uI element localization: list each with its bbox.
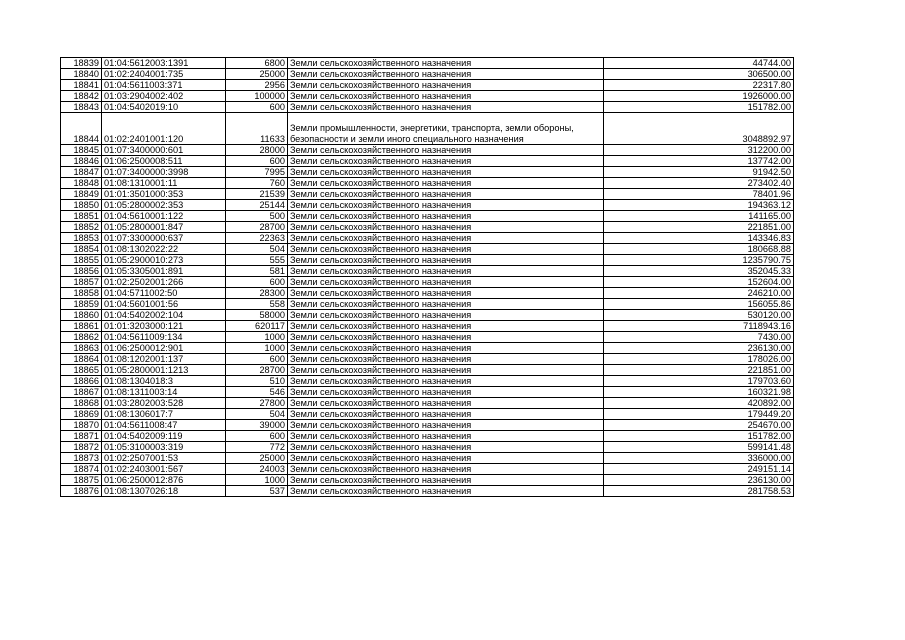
- land-category-cell: Земли сельскохозяйственного назначения: [288, 288, 604, 299]
- land-category-cell: Земли сельскохозяйственного назначения: [288, 58, 604, 69]
- area-cell: 7995: [226, 167, 288, 178]
- table-row: [61, 431, 794, 442]
- table-row: [61, 387, 794, 398]
- cadastral-value-cell: 7430.00: [604, 332, 794, 343]
- land-category-cell: Земли сельскохозяйственного назначения: [288, 332, 604, 343]
- table-row: [61, 354, 794, 365]
- cadastral-value-cell: 530120.00: [604, 310, 794, 321]
- cadastral-number-cell: 01:03:2904002:402: [102, 91, 226, 102]
- cadastral-value-cell: 221851.00: [604, 365, 794, 376]
- cadastral-number-cell: 01:04:5402002:104: [102, 310, 226, 321]
- area-cell: 600: [226, 431, 288, 442]
- row-number-cell: 18858: [61, 288, 102, 299]
- row-number-cell: 18853: [61, 233, 102, 244]
- table-row: [61, 156, 794, 167]
- land-category-cell: Земли сельскохозяйственного назначения: [288, 222, 604, 233]
- area-cell: 25000: [226, 453, 288, 464]
- cadastral-number-cell: 01:08:1304018:3: [102, 376, 226, 387]
- cadastral-number-cell: 01:06:2500008:511: [102, 156, 226, 167]
- land-category-cell: Земли сельскохозяйственного назначения: [288, 80, 604, 91]
- row-number-cell: 18850: [61, 200, 102, 211]
- row-number-cell: 18851: [61, 211, 102, 222]
- cadastral-value-cell: 7118943.16: [604, 321, 794, 332]
- area-cell: 6800: [226, 58, 288, 69]
- cadastral-value-cell: 160321.98: [604, 387, 794, 398]
- area-cell: 39000: [226, 420, 288, 431]
- cadastral-value-cell: 599141.48: [604, 442, 794, 453]
- row-number-cell: 18874: [61, 464, 102, 475]
- row-number-cell: 18868: [61, 398, 102, 409]
- table-row: [61, 145, 794, 156]
- row-number-cell: 18852: [61, 222, 102, 233]
- cadastral-number-cell: 01:08:1310001:11: [102, 178, 226, 189]
- land-category-cell: Земли сельскохозяйственного назначения: [288, 343, 604, 354]
- area-cell: 581: [226, 266, 288, 277]
- land-category-cell: Земли сельскохозяйственного назначения: [288, 277, 604, 288]
- row-number-cell: 18863: [61, 343, 102, 354]
- row-number-cell: 18867: [61, 387, 102, 398]
- row-number-cell: 18856: [61, 266, 102, 277]
- table-row: [61, 211, 794, 222]
- row-number-cell: 18872: [61, 442, 102, 453]
- area-cell: 11633: [226, 113, 288, 145]
- row-number-cell: 18859: [61, 299, 102, 310]
- row-number-cell: 18862: [61, 332, 102, 343]
- cadastral-value-cell: 352045.33: [604, 266, 794, 277]
- cadastral-number-cell: 01:07:3300000:637: [102, 233, 226, 244]
- area-cell: 600: [226, 156, 288, 167]
- land-category-cell: Земли сельскохозяйственного назначения: [288, 376, 604, 387]
- land-category-cell: Земли сельскохозяйственного назначения: [288, 321, 604, 332]
- cadastral-number-cell: 01:04:5611003:371: [102, 80, 226, 91]
- cadastral-value-cell: 221851.00: [604, 222, 794, 233]
- cadastral-value-cell: 151782.00: [604, 431, 794, 442]
- cadastral-number-cell: 01:01:3501000:353: [102, 189, 226, 200]
- area-cell: 1000: [226, 475, 288, 486]
- table-row: [61, 453, 794, 464]
- table-row: [61, 255, 794, 266]
- cadastral-number-cell: 01:02:2502001:266: [102, 277, 226, 288]
- table-row: [61, 398, 794, 409]
- area-cell: 28700: [226, 365, 288, 376]
- area-cell: 500: [226, 211, 288, 222]
- area-cell: 504: [226, 244, 288, 255]
- land-category-cell: Земли сельскохозяйственного назначения: [288, 486, 604, 497]
- area-cell: 58000: [226, 310, 288, 321]
- table-row: [61, 442, 794, 453]
- land-category-cell: Земли сельскохозяйственного назначения: [288, 167, 604, 178]
- cadastral-number-cell: 01:04:5611008:47: [102, 420, 226, 431]
- cadastral-value-cell: 152604.00: [604, 277, 794, 288]
- area-cell: 620117: [226, 321, 288, 332]
- row-number-cell: 18866: [61, 376, 102, 387]
- land-category-cell: Земли сельскохозяйственного назначения: [288, 354, 604, 365]
- area-cell: 100000: [226, 91, 288, 102]
- area-cell: 600: [226, 277, 288, 288]
- land-category-cell: Земли сельскохозяйственного назначения: [288, 178, 604, 189]
- area-cell: 25000: [226, 69, 288, 80]
- cadastral-number-cell: 01:04:5402009:119: [102, 431, 226, 442]
- cadastral-value-cell: 22317.80: [604, 80, 794, 91]
- cadastral-number-cell: 01:05:2900010:273: [102, 255, 226, 266]
- table-row: [61, 475, 794, 486]
- area-cell: 537: [226, 486, 288, 497]
- area-cell: 2956: [226, 80, 288, 91]
- land-category-cell: Земли сельскохозяйственного назначения: [288, 420, 604, 431]
- cadastral-value-cell: 336000.00: [604, 453, 794, 464]
- cadastral-value-cell: 179449.20: [604, 409, 794, 420]
- land-category-cell: Земли сельскохозяйственного назначения: [288, 189, 604, 200]
- row-number-cell: 18847: [61, 167, 102, 178]
- row-number-cell: 18857: [61, 277, 102, 288]
- cadastral-number-cell: 01:04:5601001:56: [102, 299, 226, 310]
- row-number-cell: 18854: [61, 244, 102, 255]
- land-category-cell: Земли сельскохозяйственного назначения: [288, 145, 604, 156]
- table-body: [61, 58, 794, 497]
- cadastral-number-cell: 01:06:2500012:876: [102, 475, 226, 486]
- land-category-cell: Земли сельскохозяйственного назначения: [288, 453, 604, 464]
- cadastral-number-cell: 01:03:2802003:528: [102, 398, 226, 409]
- cadastral-value-cell: 44744.00: [604, 58, 794, 69]
- table-row: [61, 409, 794, 420]
- cadastral-number-cell: 01:04:5610001:122: [102, 211, 226, 222]
- land-category-cell: Земли сельскохозяйственного назначения: [288, 156, 604, 167]
- cadastral-number-cell: 01:05:2800001:847: [102, 222, 226, 233]
- land-category-cell: Земли сельскохозяйственного назначения: [288, 475, 604, 486]
- row-number-cell: 18848: [61, 178, 102, 189]
- area-cell: 546: [226, 387, 288, 398]
- table-row: [61, 69, 794, 80]
- area-cell: 760: [226, 178, 288, 189]
- row-number-cell: 18860: [61, 310, 102, 321]
- land-category-cell: Земли сельскохозяйственного назначения: [288, 398, 604, 409]
- land-category-cell: Земли сельскохозяйственного назначения: [288, 431, 604, 442]
- table-row: [61, 178, 794, 189]
- row-number-cell: 18849: [61, 189, 102, 200]
- row-number-cell: 18844: [61, 113, 102, 145]
- cadastral-number-cell: 01:05:3305001:891: [102, 266, 226, 277]
- table-row: [61, 420, 794, 431]
- row-number-cell: 18875: [61, 475, 102, 486]
- cadastral-value-cell: 137742.00: [604, 156, 794, 167]
- table-row: [61, 244, 794, 255]
- row-number-cell: 18864: [61, 354, 102, 365]
- table-row: [61, 233, 794, 244]
- row-number-cell: 18845: [61, 145, 102, 156]
- land-category-cell: Земли сельскохозяйственного назначения: [288, 464, 604, 475]
- area-cell: 510: [226, 376, 288, 387]
- cadastral-value-cell: 254670.00: [604, 420, 794, 431]
- table-row: [61, 321, 794, 332]
- table-row: [61, 299, 794, 310]
- cadastral-number-cell: 01:01:3203000:121: [102, 321, 226, 332]
- table-row: [61, 365, 794, 376]
- land-category-cell: Земли сельскохозяйственного назначения: [288, 266, 604, 277]
- land-category-cell: Земли сельскохозяйственного назначения: [288, 244, 604, 255]
- cadastral-value-cell: 78401.96: [604, 189, 794, 200]
- cadastral-value-cell: 236130.00: [604, 475, 794, 486]
- land-category-cell: Земли сельскохозяйственного назначения: [288, 409, 604, 420]
- land-category-cell: Земли сельскохозяйственного назначения: [288, 365, 604, 376]
- table-row: [61, 288, 794, 299]
- area-cell: 22363: [226, 233, 288, 244]
- cadastral-number-cell: 01:05:2800002:353: [102, 200, 226, 211]
- land-category-cell: Земли сельскохозяйственного назначения: [288, 255, 604, 266]
- table-row: [61, 113, 794, 145]
- cadastral-number-cell: 01:02:2401001:120: [102, 113, 226, 145]
- cadastral-value-cell: 194363.12: [604, 200, 794, 211]
- area-cell: 772: [226, 442, 288, 453]
- row-number-cell: 18865: [61, 365, 102, 376]
- cadastral-value-cell: 249151.14: [604, 464, 794, 475]
- row-number-cell: 18869: [61, 409, 102, 420]
- cadastral-value-cell: 156055.86: [604, 299, 794, 310]
- table-row: [61, 486, 794, 497]
- area-cell: 28700: [226, 222, 288, 233]
- land-category-cell: Земли сельскохозяйственного назначения: [288, 211, 604, 222]
- table-row: [61, 277, 794, 288]
- row-number-cell: 18870: [61, 420, 102, 431]
- table-row: [61, 200, 794, 211]
- cadastral-number-cell: 01:08:1311003:14: [102, 387, 226, 398]
- table-row: [61, 102, 794, 113]
- cadastral-value-cell: 1235790.75: [604, 255, 794, 266]
- area-cell: 600: [226, 102, 288, 113]
- cadastral-number-cell: 01:06:2500012:901: [102, 343, 226, 354]
- land-category-cell: Земли сельскохозяйственного назначения: [288, 200, 604, 211]
- land-category-cell: Земли сельскохозяйственного назначения: [288, 91, 604, 102]
- row-number-cell: 18873: [61, 453, 102, 464]
- cadastral-value-cell: 180668.88: [604, 244, 794, 255]
- table-row: [61, 376, 794, 387]
- table-row: [61, 80, 794, 91]
- cadastral-number-cell: 01:04:5611009:134: [102, 332, 226, 343]
- table-row: [61, 58, 794, 69]
- cadastral-value-cell: 91942.50: [604, 167, 794, 178]
- table-row: [61, 222, 794, 233]
- cadastral-value-cell: 1926000.00: [604, 91, 794, 102]
- cadastral-number-cell: 01:04:5612003:1391: [102, 58, 226, 69]
- land-category-cell: Земли сельскохозяйственного назначения: [288, 387, 604, 398]
- cadastral-number-cell: 01:08:1307026:18: [102, 486, 226, 497]
- area-cell: 1000: [226, 343, 288, 354]
- cadastral-number-cell: 01:07:3400000:601: [102, 145, 226, 156]
- row-number-cell: 18876: [61, 486, 102, 497]
- area-cell: 600: [226, 354, 288, 365]
- cadastral-number-cell: 01:05:3100003:319: [102, 442, 226, 453]
- land-category-cell: Земли сельскохозяйственного назначения: [288, 102, 604, 113]
- table-row: [61, 167, 794, 178]
- cadastral-value-cell: 236130.00: [604, 343, 794, 354]
- cadastral-number-cell: 01:05:2800001:1213: [102, 365, 226, 376]
- cadastral-number-cell: 01:07:3400000:3998: [102, 167, 226, 178]
- cadastral-number-cell: 01:02:2507001:53: [102, 453, 226, 464]
- cadastral-value-cell: 246210.00: [604, 288, 794, 299]
- row-number-cell: 18840: [61, 69, 102, 80]
- cadastral-value-cell: 306500.00: [604, 69, 794, 80]
- row-number-cell: 18871: [61, 431, 102, 442]
- cadastral-number-cell: 01:04:5402019:10: [102, 102, 226, 113]
- table-row: [61, 266, 794, 277]
- row-number-cell: 18842: [61, 91, 102, 102]
- land-category-cell: Земли сельскохозяйственного назначения: [288, 310, 604, 321]
- cadastral-value-cell: 312200.00: [604, 145, 794, 156]
- land-category-cell: Земли промышленности, энергетики, транспорта, земли обороны, безопасности и земли иного специального назначения: [288, 113, 604, 145]
- land-category-cell: Земли сельскохозяйственного назначения: [288, 233, 604, 244]
- cadastral-value-cell: 179703.60: [604, 376, 794, 387]
- cadastral-value-cell: 281758.53: [604, 486, 794, 497]
- area-cell: 504: [226, 409, 288, 420]
- area-cell: 558: [226, 299, 288, 310]
- table-row: [61, 343, 794, 354]
- area-cell: 1000: [226, 332, 288, 343]
- row-number-cell: 18861: [61, 321, 102, 332]
- land-category-cell: Земли сельскохозяйственного назначения: [288, 69, 604, 80]
- cadastral-value-cell: 178026.00: [604, 354, 794, 365]
- table-row: [61, 332, 794, 343]
- area-cell: 555: [226, 255, 288, 266]
- cadastral-value-cell: 273402.40: [604, 178, 794, 189]
- land-category-cell: Земли сельскохозяйственного назначения: [288, 299, 604, 310]
- area-cell: 24003: [226, 464, 288, 475]
- cadastral-value-cell: 141165.00: [604, 211, 794, 222]
- land-registry-table: [60, 57, 794, 497]
- table-row: [61, 310, 794, 321]
- area-cell: 25144: [226, 200, 288, 211]
- cadastral-number-cell: 01:08:1202001:137: [102, 354, 226, 365]
- cadastral-number-cell: 01:02:2404001:735: [102, 69, 226, 80]
- cadastral-value-cell: 420892.00: [604, 398, 794, 409]
- row-number-cell: 18841: [61, 80, 102, 91]
- cadastral-number-cell: 01:04:5711002:50: [102, 288, 226, 299]
- table-row: [61, 91, 794, 102]
- cadastral-number-cell: 01:08:1302022:22: [102, 244, 226, 255]
- table-row: [61, 189, 794, 200]
- land-category-cell: Земли сельскохозяйственного назначения: [288, 442, 604, 453]
- area-cell: 21539: [226, 189, 288, 200]
- cadastral-number-cell: 01:08:1306017:7: [102, 409, 226, 420]
- area-cell: 27800: [226, 398, 288, 409]
- cadastral-value-cell: 143346.83: [604, 233, 794, 244]
- cadastral-number-cell: 01:02:2403001:567: [102, 464, 226, 475]
- cadastral-value-cell: 3048892.97: [604, 113, 794, 145]
- row-number-cell: 18846: [61, 156, 102, 167]
- row-number-cell: 18843: [61, 102, 102, 113]
- row-number-cell: 18839: [61, 58, 102, 69]
- row-number-cell: 18855: [61, 255, 102, 266]
- table-row: [61, 464, 794, 475]
- area-cell: 28300: [226, 288, 288, 299]
- cadastral-value-cell: 151782.00: [604, 102, 794, 113]
- area-cell: 28000: [226, 145, 288, 156]
